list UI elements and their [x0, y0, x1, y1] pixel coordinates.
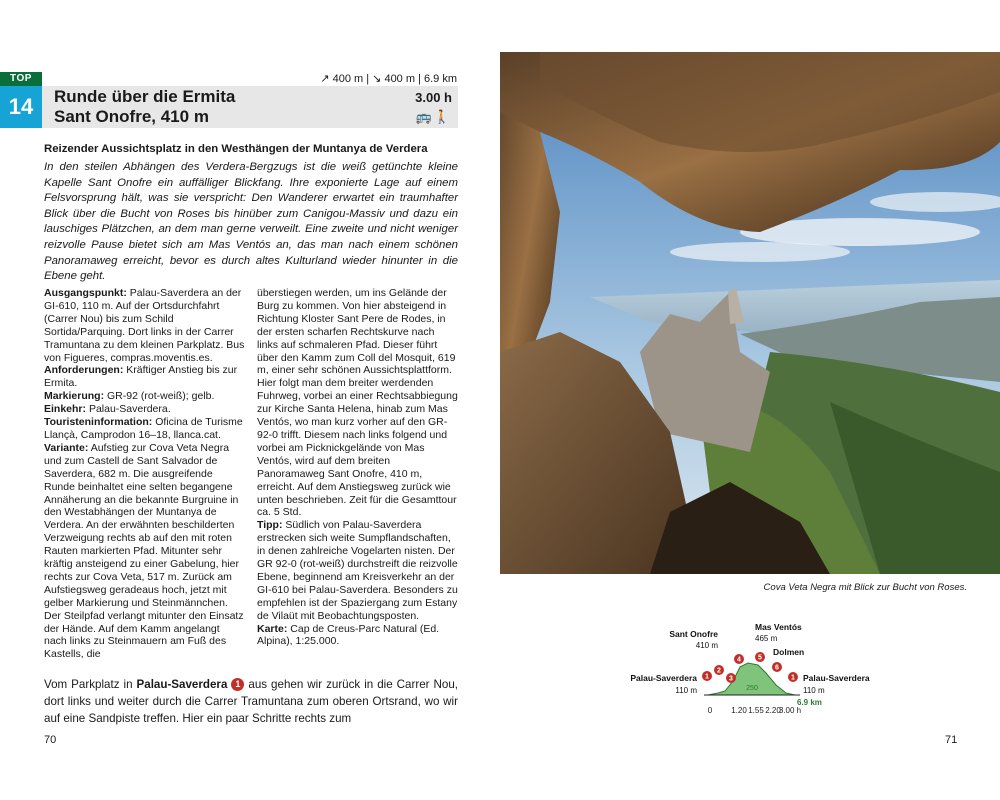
marking-label: Markierung:	[44, 390, 105, 403]
route-place: Palau-Saverdera	[136, 678, 228, 691]
svg-text:1: 1	[705, 673, 709, 681]
label-onofre-name: Sant Onofre	[669, 629, 718, 639]
route-text-rest: aus gehen wir zurück in die Carrer Nou, dort links und weiter durch die Carrer Tramuntana zum oberen Ortsrand, wo wir auf eine Sandpiste treffen. Hier ein paar Schritte rechts zum	[44, 678, 458, 725]
label-start-name: Palau-Saverdera	[630, 673, 697, 683]
elevation-profile	[590, 615, 890, 725]
inn-label: Einkehr:	[44, 403, 87, 416]
inn-text: Palau-Saverdera.	[88, 403, 171, 416]
tourist-info-label: Touristeninformation:	[44, 416, 153, 429]
tour-title-line2: Sant Onofre, 410 m	[54, 107, 209, 126]
axis-tick: 2.20	[765, 706, 781, 715]
start-label: Ausgangspunkt:	[44, 287, 127, 299]
label-ventos-name: Mas Ventós	[755, 622, 802, 632]
svg-text:2: 2	[717, 667, 721, 675]
svg-text:6: 6	[775, 664, 779, 672]
page-number-right: 71	[945, 734, 958, 746]
info-column-right	[257, 287, 458, 648]
axis-tick: 3.00 h	[778, 706, 802, 715]
requirements-label: Anforderungen:	[44, 364, 124, 377]
bus-hiker-icon: 🚌🚶	[415, 109, 452, 124]
svg-text:3: 3	[729, 675, 733, 683]
label-ventos-alt: 465 m	[755, 634, 778, 643]
tour-number-badge: 14	[0, 86, 42, 128]
axis-tick: 1.55	[748, 706, 764, 715]
variant-label: Variante:	[44, 441, 89, 454]
svg-text:4: 4	[737, 656, 741, 664]
tour-duration: 3.00 h	[415, 90, 452, 105]
intro-text: In den steilen Abhängen des Verdera-Bergzugs ist die weiß getünchte kleine Kapelle Sant Onofre ein auffälliger Blickfang. Ihre exponierte Lage auf einem Felsvorsprung hält, was sie verspricht: Den Wanderer erwartet ein traumhafter Blick über die Bucht von Roses bis hinüber zum Canigou-Massiv und dazu ein lauschiges Plätzchen, an dem man gerne verweilt. Eine zweite und nicht weniger reizvolle Pause bietet sich am Mas Ventós an, das man nach einem schönen Panoramaweg erreicht, bevor es durch altes Kulturland wieder hinunter in die Ebene geht.	[44, 161, 458, 283]
profile-mid-alt: 250	[746, 685, 758, 692]
marking-text: GR-92 (rot-weiß); gelb.	[107, 390, 215, 403]
cave-photo	[500, 52, 1000, 574]
tourist-info-text: Oficina de Turisme Llançà, Camprodon 16–18, llanca.cat.	[44, 416, 243, 441]
axis-tick: 1.20	[731, 706, 747, 715]
variant-text-continued: überstiegen werden, um ins Gelände der Burg zu kommen. Von hier absteigend in Richtung Kloster Sant Pere de Rodes, in der ersten scharfen Rechtskurve nach links auf schmaleren Pfad. Dieser führt über den Kamm zum Coll del Mosquit, 619 m, einer sehr schönen Aussichtsplattform. Hier folgt man dem breiter werdenden Fuhrweg, vorbei an einer Rechtsabbiegung zur Kirche Santa Helena, hinab zum Mas Ventós, wo man kurz vorher auf den GR-92-0 trifft. Diesem nach links folgend und vorbei am Picknickgelände von Mas Ventós, wird auf dem breiten Panoramaweg Sant Onofre, 410 m, erreicht. Auf dem Anstiegsweg zurück wie unten beschrieben. Zeit für die Gesamttour ca. 5 Std.	[257, 287, 458, 519]
axis-tick: 0	[707, 706, 713, 715]
tour-stats: ↗ 400 m | ↘ 400 m | 6.9 km	[320, 73, 457, 85]
svg-text:1: 1	[791, 674, 795, 682]
label-end-alt: 110 m	[803, 686, 825, 695]
waypoint-marker-1: 1	[231, 678, 244, 691]
requirements-text: Kräftiger Anstieg bis zur Ermita.	[44, 364, 238, 390]
label-start-alt: 110 m	[675, 686, 697, 695]
tip-label: Tipp:	[257, 519, 283, 532]
start-text: Palau-Saverdera an der GI-610, 110 m. Auf der Ortsdurchfahrt (Carrer Nou) bis zum Schild Sortida/Parquing. Dort links in der Carrer Tramuntana zu dem kleinen Parkplatz. Bus von Figueres, compras.moventis.es.	[44, 287, 245, 364]
map-text: Cap de Creus-Parc Natural (Ed. Alpina), 1:25.000.	[257, 622, 440, 648]
route-text-start: Vom Parkplatz in	[44, 678, 137, 691]
tour-title	[54, 87, 384, 127]
photo-caption: Cova Veta Negra mit Blick zur Bucht von Roses.	[763, 582, 967, 593]
map-label: Karte:	[257, 622, 288, 635]
svg-text:5: 5	[758, 654, 762, 662]
tip-text: Südlich von Palau-Saverdera erstrecken sich weite Sumpflandschaften, in denen zahlreiche Vogelarten nisten. Der GR 92-0 (rot-weiß) durchstreift die reizvolle Ebene, beginnend am Kreisverkehr an der GI-610 bei Palau-Saverdera. Besonders zu empfehlen ist der Spaziergang zum Estany de Vilaüt mit Beobachtungsposten.	[257, 519, 458, 622]
label-onofre-alt: 410 m	[695, 641, 718, 650]
label-end-name: Palau-Saverdera	[803, 673, 870, 683]
label-dolmen-name: Dolmen	[773, 647, 805, 657]
top-badge: TOP	[0, 72, 42, 86]
info-column-left	[44, 287, 245, 661]
subheading: Reizender Aussichtsplatz in den Westhängen der Muntanya de Verdera	[44, 143, 428, 155]
tour-title-line1: Runde über die Ermita	[54, 87, 236, 106]
page-number-left: 70	[44, 734, 57, 746]
variant-text: Aufstieg zur Cova Veta Negra und zum Castell de Sant Salvador de Saverdera, 682 m. Die ausgreifende Runde beinhaltet eine selten begangene Annäherung an die bekannte Burgruine in den Westabhängen der Muntanya de Verdera. An der erwähnten beschilderten Verzweigung rechts ab auf den mit roten Rauten markierten Pfad. Mitunter sehr kräftig ansteigend zu einer Gabelung, hier rechts zur Cova Veta, 517 m. Zurück am Aufstiegsweg geradeaus hoch, jetzt mit gelber Markierung und Steinmännchen. Der Steilpfad verlangt mitunter den Einsatz der Hände. Auf dem Kamm angelangt nach links zu Steinmauern am Fuß des Kastells, die	[44, 441, 244, 661]
profile-distance: 6.9 km	[797, 698, 822, 707]
route-description	[44, 676, 458, 727]
